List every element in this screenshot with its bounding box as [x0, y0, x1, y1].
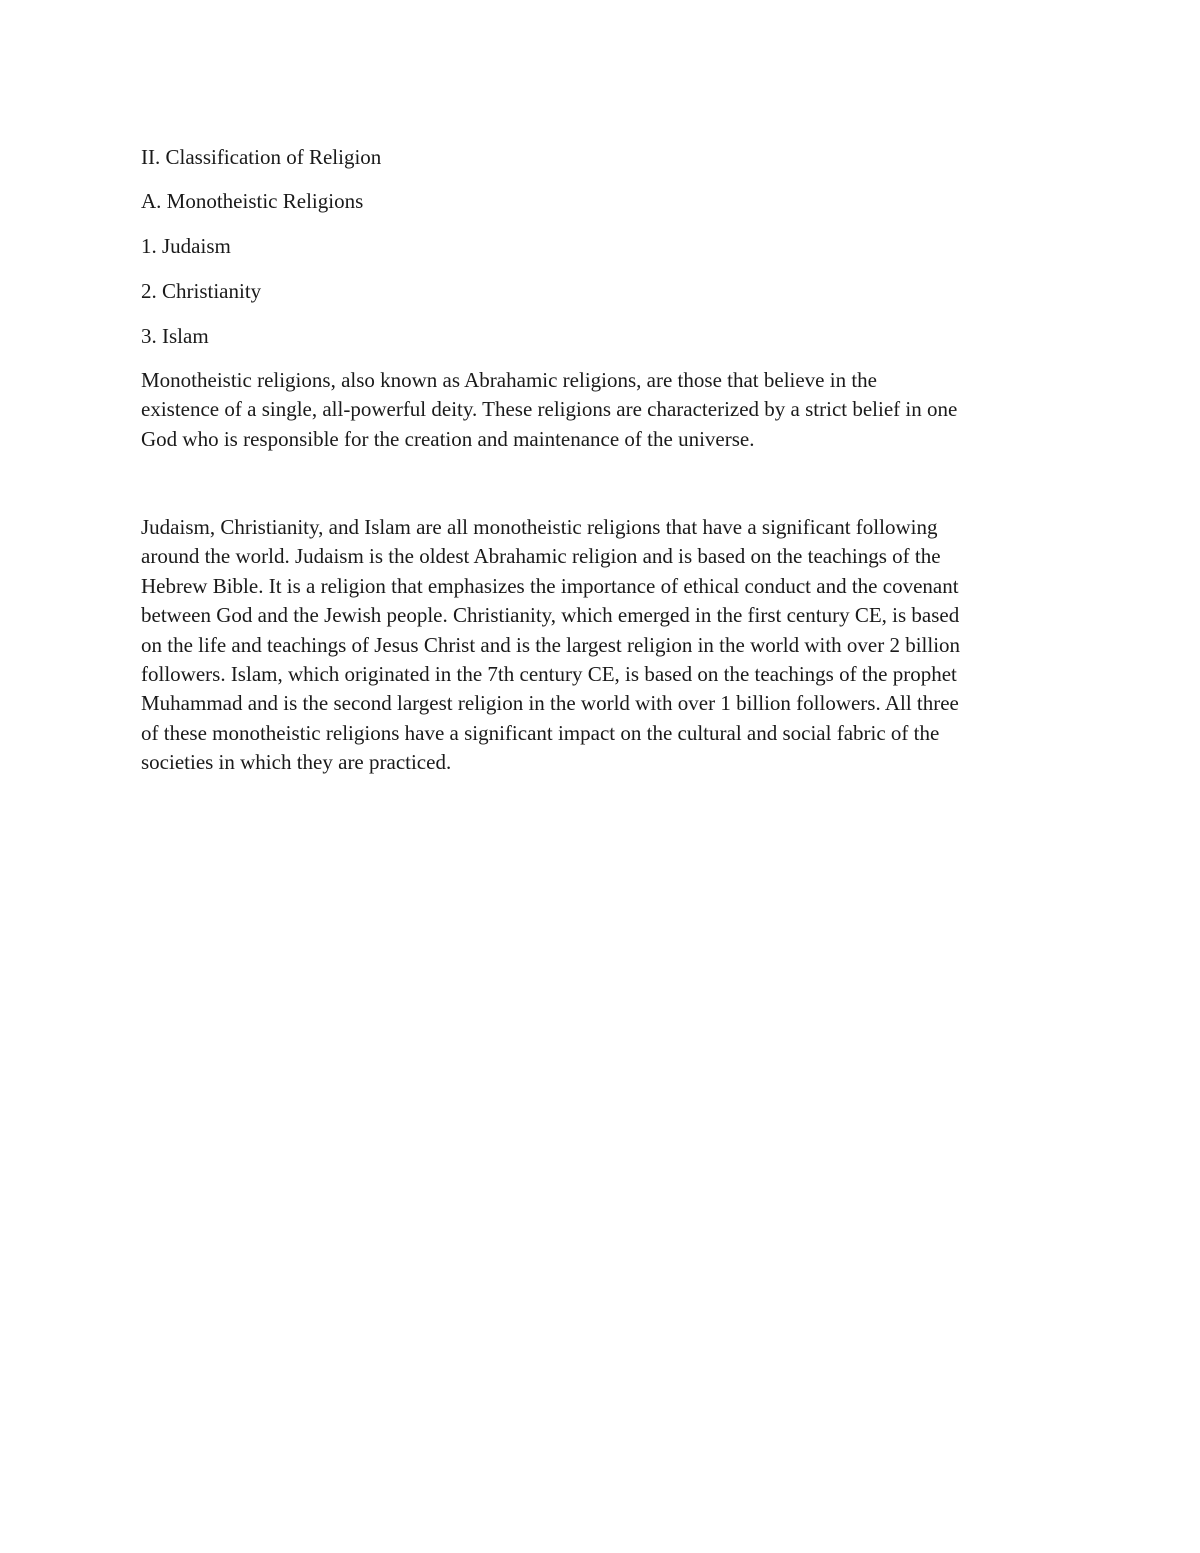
paragraph-line: Monotheistic religions, also known as Abrahamic religions, are those that believe in the [141, 368, 877, 392]
list-item-christianity: 2. Christianity [141, 279, 262, 303]
paragraph-line: societies in which they are practiced. [141, 750, 452, 775]
list-item-islam: 3. Islam [141, 324, 209, 348]
paragraph-line: on the life and teachings of Jesus Christ and is the largest religion in the world with over 2 billion [141, 632, 961, 657]
paragraph-line: Hebrew Bible. It is a religion that emphasizes the importance of ethical conduct and the covenant [141, 573, 959, 598]
subsection-heading: A. Monotheistic Religions [141, 189, 364, 213]
section-heading: II. Classification of Religion [141, 145, 382, 169]
paragraph-line: around the world. Judaism is the oldest Abrahamic religion and is based on the teachings of the [141, 544, 941, 569]
list-item-judaism: 1. Judaism [141, 234, 231, 258]
paragraph-abrahamic-religions [141, 513, 1071, 778]
paragraph-line: followers. Islam, which originated in the 7th century CE, is based on the teachings of the prophet [141, 662, 957, 687]
paragraph-line: Judaism, Christianity, and Islam are all monotheistic religions that have a significant following [141, 515, 938, 539]
paragraph-line: Muhammad and is the second largest religion in the world with over 1 billion followers. All three [141, 691, 959, 716]
paragraph-monotheism-definition [141, 366, 1071, 454]
paragraph-line: God who is responsible for the creation and maintenance of the universe. [141, 426, 755, 451]
paragraph-line: of these monotheistic religions have a significant impact on the cultural and social fabric of the [141, 720, 940, 745]
paragraph-line: between God and the Jewish people. Christianity, which emerged in the first century CE, is based [141, 603, 960, 628]
paragraph-line: existence of a single, all-powerful deity. These religions are characterized by a strict belief in one [141, 397, 958, 422]
